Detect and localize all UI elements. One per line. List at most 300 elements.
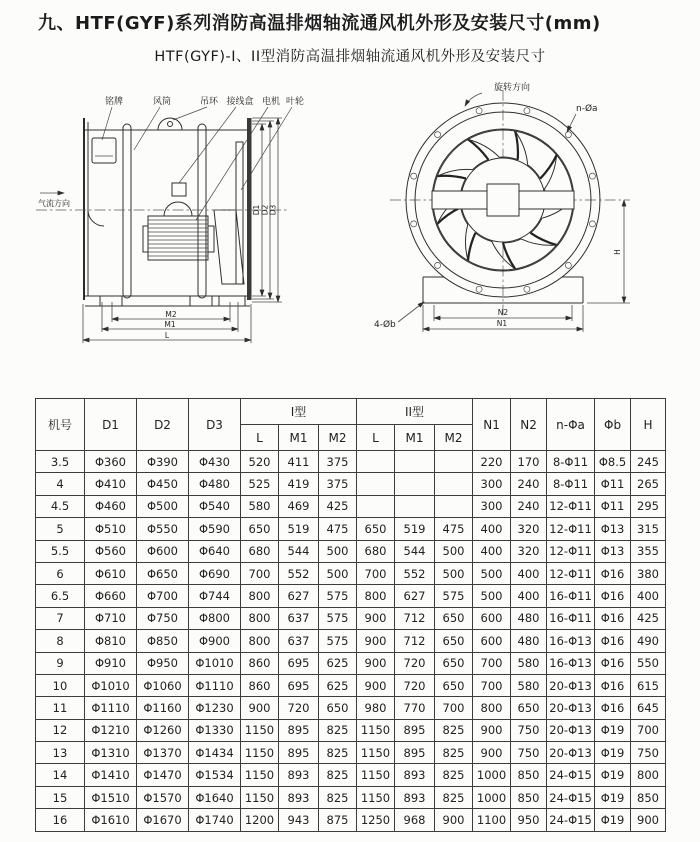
table-cell: 500 [319,540,357,562]
table-cell: 544 [395,540,435,562]
airflow-label: 气流方向 [38,199,70,208]
table-cell: 12-Φ11 [547,562,595,584]
table-cell: 625 [319,652,357,674]
table-cell: 245 [631,451,666,473]
table-cell: 1200 [241,809,279,831]
rotation-arrow [465,93,482,106]
table-cell: 24-Φ15 [547,764,595,786]
hub-square [487,184,519,216]
table-cell [435,451,473,473]
spec-table-body [36,451,666,832]
table-cell: 295 [631,495,666,517]
table-cell: Φ1610 [85,809,137,831]
table-cell: Φ1570 [137,786,189,808]
table-cell: 650 [319,697,357,719]
table-cell: 240 [511,473,547,495]
table-cell: Φ11 [595,473,631,495]
lifting-ring-label: 吊环 [199,97,219,107]
table-cell: 1150 [241,764,279,786]
table-cell: 825 [435,742,473,764]
table-cell: 15 [36,786,85,808]
table-cell: 895 [395,719,435,741]
table-cell: 1250 [357,809,395,831]
table-row [36,742,666,764]
table-cell: 375 [319,473,357,495]
table-cell: Φ1010 [189,652,241,674]
table-cell: 400 [473,518,511,540]
table-row [36,495,666,517]
table-cell: 10 [36,674,85,696]
table-cell: Φ560 [85,540,137,562]
table-cell: 14 [36,764,85,786]
col-header-type2: II型 [357,399,473,425]
table-cell: 825 [319,719,357,741]
table-cell: 12-Φ11 [547,495,595,517]
table-cell: 1000 [473,764,511,786]
side-view-drawing [28,80,363,352]
impeller-label: 叶轮 [285,97,305,107]
table-cell: Φ1470 [137,764,189,786]
col-header-phi-b: Φb [595,399,631,451]
table-cell: 650 [511,697,547,719]
table-cell: Φ13 [595,540,631,562]
table-cell: Φ1534 [189,764,241,786]
table-cell: Φ1434 [189,742,241,764]
table-cell: 5 [36,518,85,540]
table-cell: 580 [511,652,547,674]
table-cell: 544 [279,540,319,562]
table-cell: Φ460 [85,495,137,517]
dim-d1: D1 [252,204,261,216]
table-cell: Φ450 [137,473,189,495]
table-cell: 12 [36,719,85,741]
table-row [36,630,666,652]
table-cell: 400 [511,585,547,607]
table-cell: Φ810 [85,630,137,652]
table-cell: 4 [36,473,85,495]
table-cell: Φ744 [189,585,241,607]
col-header-m2-2: M2 [435,425,473,451]
table-cell [435,495,473,517]
table-cell: 7 [36,607,85,629]
table-cell: Φ1230 [189,697,241,719]
table-cell: 480 [511,630,547,652]
table-cell: Φ16 [595,697,631,719]
table-cell [357,451,395,473]
table-cell: 900 [357,674,395,696]
table-cell [395,495,435,517]
table-cell: Φ1670 [137,809,189,831]
dim-m1: M1 [164,320,176,329]
dim-d3: D3 [268,204,278,216]
table-cell: 490 [631,630,666,652]
motor [143,202,214,260]
table-cell: 240 [511,495,547,517]
table-cell: 1150 [357,786,395,808]
col-header-m1-2: M1 [395,425,435,451]
table-cell: 860 [241,652,279,674]
table-cell: 637 [279,630,319,652]
table-cell: 900 [473,719,511,741]
table-cell: 800 [241,585,279,607]
col-header-n1: N1 [473,399,511,451]
height-dimension [587,200,630,303]
table-cell: 825 [435,764,473,786]
table-cell: Φ410 [85,473,137,495]
table-cell: 825 [435,719,473,741]
table-cell: Φ1210 [85,719,137,741]
table-cell: Φ640 [189,540,241,562]
table-cell: 16 [36,809,85,831]
table-cell: 700 [473,652,511,674]
col-header-model: 机号 [36,399,85,451]
table-row [36,697,666,719]
table-cell: Φ710 [85,607,137,629]
table-cell: Φ500 [137,495,189,517]
table-cell: 12-Φ11 [547,518,595,540]
col-header-l-1: L [241,425,279,451]
table-cell: Φ390 [137,451,189,473]
table-cell: Φ1110 [85,697,137,719]
table-cell: 4.5 [36,495,85,517]
table-cell: 943 [279,809,319,831]
table-cell: 1150 [241,742,279,764]
front-view-drawing [362,80,697,352]
table-cell: 712 [395,630,435,652]
table-cell: 519 [395,518,435,540]
table-cell: Φ16 [595,607,631,629]
table-cell: Φ19 [595,786,631,808]
table-cell: 475 [319,518,357,540]
table-cell: 500 [473,585,511,607]
table-cell: 645 [631,697,666,719]
table-cell: 750 [631,742,666,764]
table-cell: 575 [435,585,473,607]
table-cell: Φ1110 [189,674,241,696]
table-cell: 968 [395,809,435,831]
dim-n1: N1 [496,319,508,328]
table-cell: 650 [435,674,473,696]
table-cell: 552 [395,562,435,584]
table-cell: 24-Φ15 [547,786,595,808]
table-cell: 700 [435,697,473,719]
table-cell: 575 [319,630,357,652]
flange-holes-leader [567,114,576,132]
table-cell: 850 [511,786,547,808]
table-cell: Φ1260 [137,719,189,741]
fan-casing [84,118,252,300]
table-cell: 893 [395,786,435,808]
table-cell: Φ1370 [137,742,189,764]
table-cell: Φ800 [189,607,241,629]
table-cell: 900 [357,630,395,652]
table-cell: 3.5 [36,451,85,473]
table-row [36,652,666,674]
dim-m2: M2 [165,310,177,319]
table-cell: 900 [357,607,395,629]
table-cell: 16-Φ11 [547,607,595,629]
table-cell: 720 [395,652,435,674]
table-cell: 519 [279,518,319,540]
table-cell: 1100 [473,809,511,831]
table-cell: 1150 [357,742,395,764]
table-cell: 600 [473,630,511,652]
flange-holes-label: n-Øa [576,104,598,114]
table-cell: 980 [357,697,395,719]
col-header-m2-1: M2 [319,425,357,451]
table-cell: 650 [435,652,473,674]
table-cell [395,473,435,495]
table-cell: 8-Φ11 [547,451,595,473]
table-cell: 20-Φ13 [547,697,595,719]
table-row [36,518,666,540]
table-cell: 900 [357,652,395,674]
motor-label: 电机 [261,97,281,107]
table-cell: 400 [473,540,511,562]
table-cell: Φ600 [137,540,189,562]
table-cell: Φ1640 [189,786,241,808]
col-header-h: H [631,399,666,451]
table-cell: 419 [279,473,319,495]
table-cell: 8 [36,630,85,652]
table-cell: 900 [435,809,473,831]
table-cell: 700 [631,719,666,741]
table-cell: 695 [279,652,319,674]
table-cell: 770 [395,697,435,719]
table-cell [357,473,395,495]
table-cell: 720 [279,697,319,719]
table-cell [357,495,395,517]
table-cell: 895 [279,719,319,741]
table-cell: Φ510 [85,518,137,540]
table-cell: Φ950 [137,652,189,674]
table-cell [395,451,435,473]
table-cell: 625 [319,674,357,696]
table-cell: Φ540 [189,495,241,517]
table-cell: 425 [631,607,666,629]
table-cell: 355 [631,540,666,562]
table-cell: 875 [319,809,357,831]
table-cell: 320 [511,540,547,562]
table-row [36,809,666,831]
table-cell: 265 [631,473,666,495]
page-subtitle: HTF(GYF)-I、II型消防高温排烟轴流通风机外形及安装尺寸 [154,49,546,65]
junction-box-label: 接线盒 [226,97,254,107]
outlet-flange [247,118,252,300]
base-holes-leader [398,302,424,322]
table-cell: Φ1740 [189,809,241,831]
table-cell: 720 [395,674,435,696]
col-header-l-2: L [357,425,395,451]
table-cell: 24-Φ15 [547,809,595,831]
table-cell: 6.5 [36,585,85,607]
dimension-table [35,398,666,832]
table-cell: 380 [631,562,666,584]
table-cell: 850 [631,786,666,808]
table-cell: 695 [279,674,319,696]
table-cell: Φ700 [137,585,189,607]
table-cell: 860 [241,674,279,696]
table-cell: 500 [435,540,473,562]
table-cell: 637 [279,607,319,629]
page-title: 九、HTF(GYF)系列消防高温排烟轴流通风机外形及安装尺寸(mm) [38,13,601,34]
table-row [36,451,666,473]
table-cell: 500 [473,562,511,584]
table-cell: 9 [36,652,85,674]
table-cell: Φ13 [595,518,631,540]
table-cell: 800 [473,697,511,719]
table-cell: 552 [279,562,319,584]
table-cell: 16-Φ13 [547,652,595,674]
table-cell: Φ360 [85,451,137,473]
table-cell: 895 [395,742,435,764]
table-cell: 650 [357,518,395,540]
table-cell: 575 [319,607,357,629]
table-cell: Φ900 [189,630,241,652]
table-cell: 580 [511,674,547,696]
table-cell: Φ690 [189,562,241,584]
table-cell: 8-Φ11 [547,473,595,495]
table-cell: 950 [511,809,547,831]
base-dimensions [423,305,583,332]
junction-box [172,183,186,196]
table-cell: 480 [511,607,547,629]
table-cell: 700 [241,562,279,584]
table-cell: 525 [241,473,279,495]
table-cell: 580 [241,495,279,517]
table-cell: 650 [435,607,473,629]
table-cell: 20-Φ13 [547,674,595,696]
table-cell: Φ19 [595,742,631,764]
table-cell: Φ910 [85,652,137,674]
lifting-ring [158,118,182,130]
table-cell: 680 [241,540,279,562]
table-cell: 800 [241,630,279,652]
table-cell: 6 [36,562,85,584]
table-cell: Φ1060 [137,674,189,696]
rotation-direction-label: 旋转方向 [493,83,531,93]
table-cell: 750 [511,719,547,741]
table-cell: 300 [473,495,511,517]
table-cell: Φ430 [189,451,241,473]
table-cell: Φ480 [189,473,241,495]
table-cell: 800 [357,585,395,607]
dim-d2: D2 [260,204,270,216]
impeller-side [214,142,245,306]
base-holes-label: 4-Øb [374,320,396,330]
table-cell: 500 [319,562,357,584]
table-cell: Φ660 [85,585,137,607]
table-cell: 800 [631,764,666,786]
table-row [36,719,666,741]
col-header-type1: I型 [241,399,357,425]
table-cell: 700 [357,562,395,584]
table-cell: 20-Φ13 [547,719,595,741]
table-cell: 895 [279,742,319,764]
table-cell: Φ19 [595,809,631,831]
table-cell: Φ16 [595,674,631,696]
table-cell: 825 [319,742,357,764]
table-row [36,764,666,786]
table-cell: Φ16 [595,562,631,584]
table-cell: 520 [241,451,279,473]
table-cell: 16-Φ11 [547,585,595,607]
dim-n2: N2 [497,308,509,317]
table-cell: 627 [395,585,435,607]
table-row [36,473,666,495]
table-cell: Φ590 [189,518,241,540]
table-cell: 469 [279,495,319,517]
table-row [36,585,666,607]
duct-label: 风筒 [152,97,172,107]
length-dimensions [83,302,251,343]
table-cell: 825 [319,764,357,786]
table-cell: 712 [395,607,435,629]
table-cell: Φ16 [595,630,631,652]
table-cell: Φ1410 [85,764,137,786]
table-cell: 500 [435,562,473,584]
table-cell: 825 [319,786,357,808]
table-cell: 320 [511,518,547,540]
table-cell: 893 [279,786,319,808]
table-cell: 900 [473,742,511,764]
table-cell: 900 [631,809,666,831]
col-header-d2: D2 [137,399,189,451]
table-cell: 1150 [357,719,395,741]
table-cell: 893 [395,764,435,786]
table-cell: 900 [241,697,279,719]
table-cell: 13 [36,742,85,764]
table-header [36,399,666,451]
table-cell: 575 [319,585,357,607]
table-cell: 20-Φ13 [547,742,595,764]
nameplate [92,138,116,163]
table-cell: 425 [319,495,357,517]
table-cell: 1150 [357,764,395,786]
table-cell: 700 [473,674,511,696]
col-header-d3: D3 [189,399,241,451]
table-cell: 1150 [241,719,279,741]
col-header-d1: D1 [85,399,137,451]
col-header-n2: N2 [511,399,547,451]
table-cell: 375 [319,451,357,473]
table-cell: Φ19 [595,719,631,741]
col-header-phi-a: n-Φa [547,399,595,451]
table-cell: 800 [241,607,279,629]
table-cell: 170 [511,451,547,473]
table-cell: Φ1510 [85,786,137,808]
table-cell: 12-Φ11 [547,540,595,562]
table-row [36,607,666,629]
table-row [36,786,666,808]
table-cell: 825 [435,786,473,808]
table-cell: Φ16 [595,585,631,607]
col-header-m1-1: M1 [279,425,319,451]
table-cell: 475 [435,518,473,540]
table-cell: 550 [631,652,666,674]
table-cell: 400 [631,585,666,607]
table-cell [435,473,473,495]
table-cell: 5.5 [36,540,85,562]
table-row [36,674,666,696]
table-cell: Φ16 [595,652,631,674]
table-cell: Φ550 [137,518,189,540]
table-cell: Φ1010 [85,674,137,696]
table-cell: 1000 [473,786,511,808]
table-cell: 850 [511,764,547,786]
table-cell: 750 [511,742,547,764]
table-cell: Φ750 [137,607,189,629]
